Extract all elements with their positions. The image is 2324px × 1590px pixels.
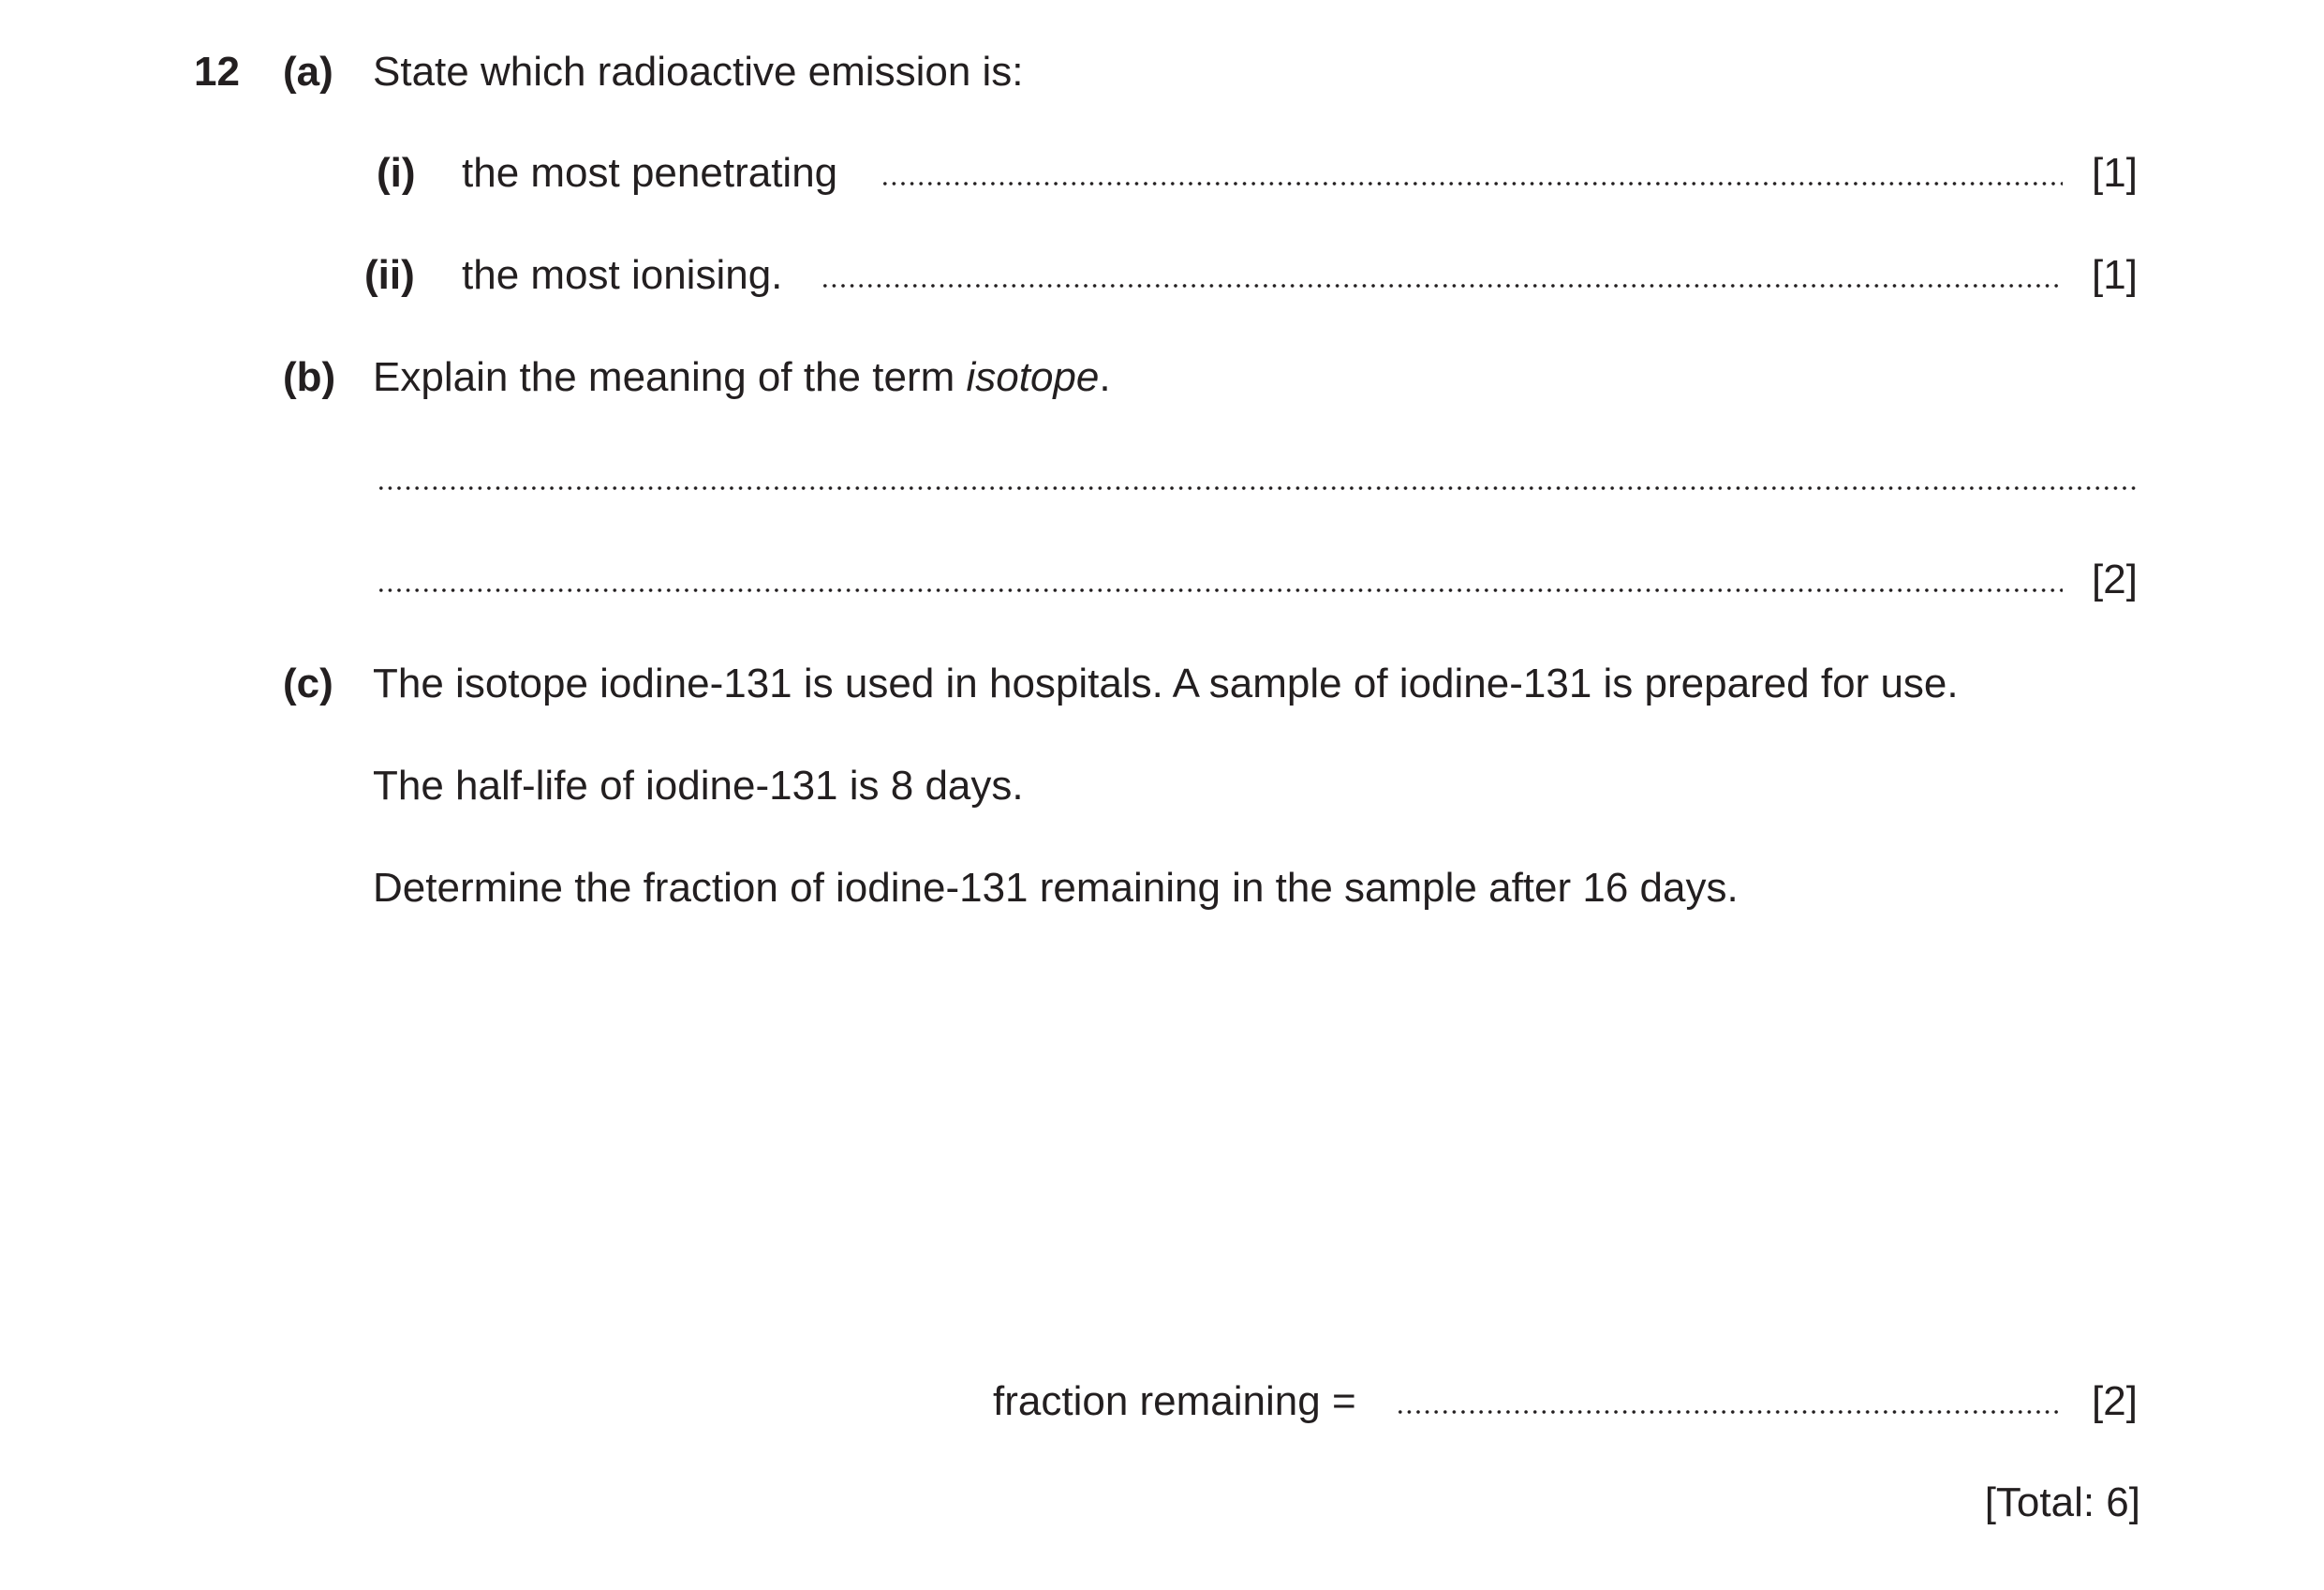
part-b-label: (b) bbox=[283, 354, 336, 400]
sub-i-text: the most penetrating bbox=[462, 150, 838, 196]
part-c-line2: The half-life of iodine-131 is 8 days. bbox=[373, 763, 1024, 809]
part-b-stem-suffix: . bbox=[1099, 354, 1111, 400]
sub-i-marks: [1] bbox=[2092, 150, 2138, 196]
sub-i-label: (i) bbox=[377, 150, 416, 196]
part-c-line1: The isotope iodine-131 is used in hospitals. A sample of iodine-131 is prepared for use. bbox=[373, 661, 1959, 706]
part-c-marks: [2] bbox=[2092, 1378, 2138, 1424]
answer-line-b-1[interactable] bbox=[377, 486, 2139, 490]
part-c-line3: Determine the fraction of iodine-131 remaining in the sample after 16 days. bbox=[373, 865, 1739, 911]
total-marks: [Total: 6] bbox=[1984, 1479, 2140, 1525]
answer-line-c[interactable] bbox=[1396, 1410, 2063, 1414]
fraction-remaining-label: fraction remaining = bbox=[993, 1378, 1356, 1424]
part-b-stem-prefix: Explain the meaning of the term bbox=[373, 354, 967, 400]
part-c-label: (c) bbox=[283, 661, 333, 706]
sub-ii-label: (ii) bbox=[364, 252, 415, 298]
answer-line-b-2[interactable] bbox=[377, 588, 2063, 592]
part-a-stem: State which radioactive emission is: bbox=[373, 49, 1024, 95]
answer-line-a-i[interactable] bbox=[881, 182, 2063, 186]
part-b-marks: [2] bbox=[2092, 557, 2138, 602]
answer-line-a-ii[interactable] bbox=[821, 284, 2063, 288]
part-b-term: isotope bbox=[966, 354, 1100, 400]
part-b-stem bbox=[373, 354, 1111, 400]
sub-ii-text: the most ionising. bbox=[462, 252, 783, 298]
question-number: 12 bbox=[194, 49, 240, 95]
sub-ii-marks: [1] bbox=[2092, 252, 2138, 298]
part-a-label: (a) bbox=[283, 49, 333, 95]
